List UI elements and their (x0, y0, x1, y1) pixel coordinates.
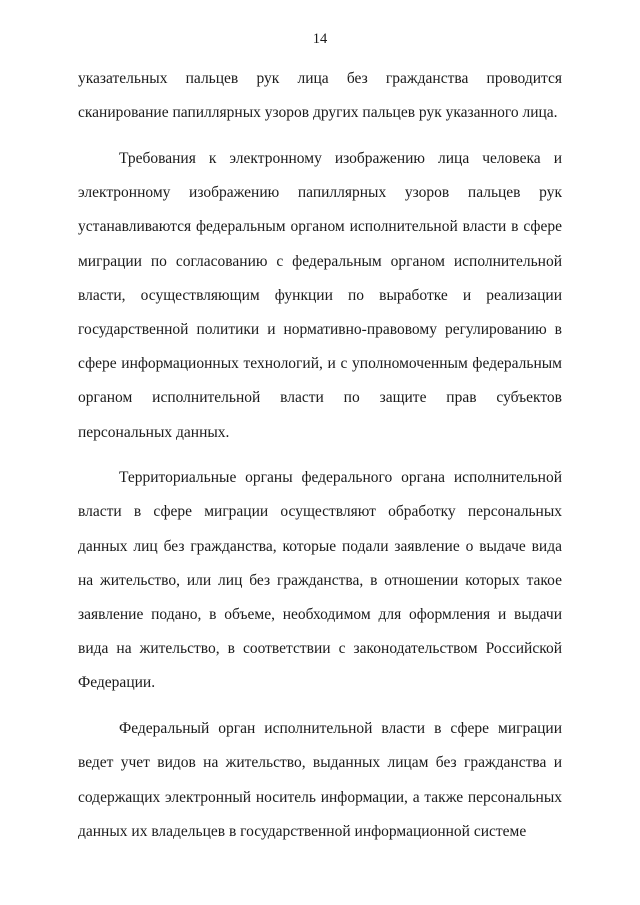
paragraph-territorial-bodies: Территориальные органы федерального органа исполнительной власти в сфере миграции осуществляют обработку персональных данных лиц без гражданства, которые подали заявление о выдаче вида на жительство, или лиц без гражданства, в отношении которых такое заявление подано, в объеме, необходимом для оформления и выдачи вида на жительство, в соответствии с законодательством Российской Федерации. (78, 469, 562, 692)
paragraph-continuation: указательных пальцев рук лица без гражданства проводится сканирование папиллярных узоров других пальцев рук указанного лица. (78, 70, 562, 122)
document-body (78, 62, 562, 849)
page-number: 14 (312, 31, 328, 47)
paragraph-requirements: Требования к электронному изображению лица человека и электронному изображению папиллярных узоров пальцев рук устанавливаются федеральным органом исполнительной власти в сфере миграции по согласованию с федеральным органом исполнительной власти, осуществляющим функции по выработке и реализации государственной политики и нормативно-правовому регулированию в сфере информационных технологий, и с уполномоченным федеральным органом исполнительной власти по защите прав субъектов персональных данных. (78, 149, 562, 441)
paragraph-federal-body: Федеральный орган исполнительной власти в сфере миграции ведет учет видов на жительство, выданных лицам без гражданства и содержащих электронный носитель информации, а также персональных данных их владельцев в государственной информационной системе (78, 720, 562, 840)
